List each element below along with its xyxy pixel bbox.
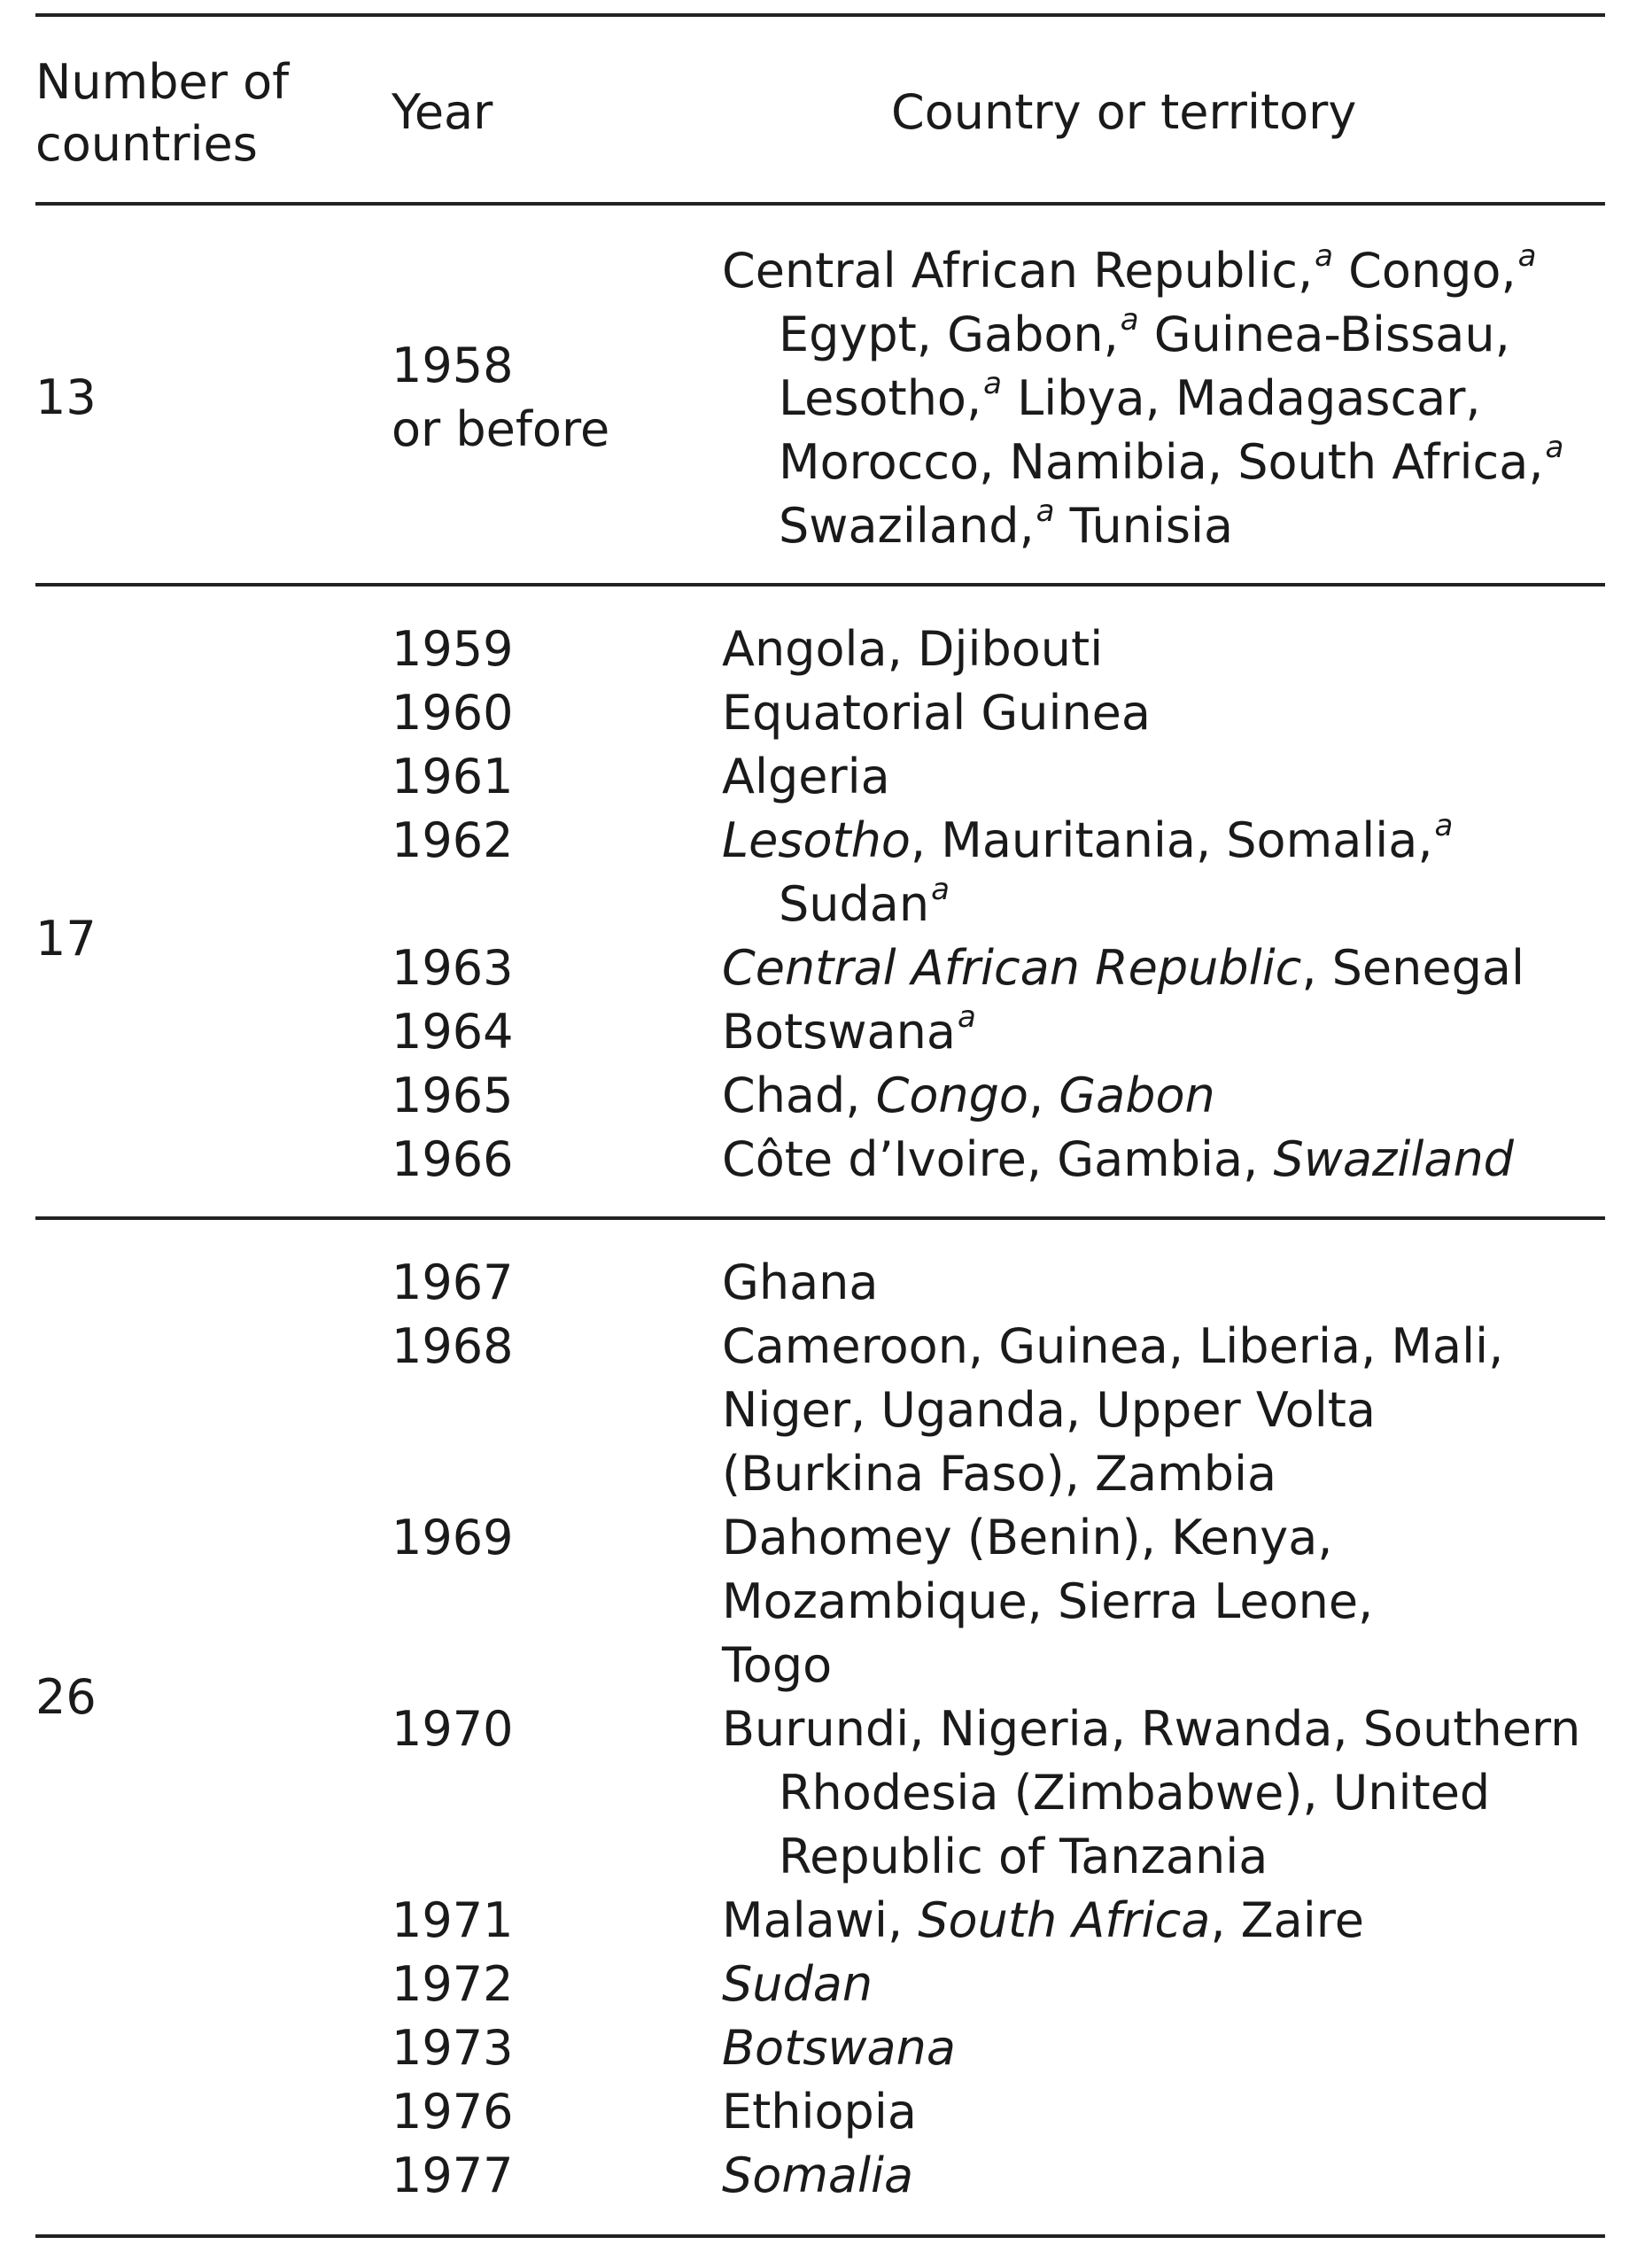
country-line — [722, 873, 1453, 936]
country-cell — [722, 1064, 1215, 1128]
country-line — [722, 745, 890, 809]
country-name-italic: Lesotho — [722, 812, 911, 868]
country-text: Libya, Madagascar, — [1001, 370, 1481, 426]
country-name-italic: Central African Republic — [722, 940, 1302, 996]
country-text: Ghana — [722, 1254, 879, 1310]
footnote-marker: a — [1434, 808, 1454, 843]
top-rule — [35, 13, 1605, 17]
country-line — [722, 431, 1563, 494]
year-cell: 1964 — [392, 1004, 514, 1060]
year-cell: 1970 — [392, 1701, 514, 1757]
country-text: Botswana — [722, 1004, 956, 1060]
year-cell: 1971 — [392, 1892, 514, 1948]
country-line — [722, 1251, 878, 1315]
year-cell: 1961 — [392, 749, 514, 804]
country-text: Central African Republic, — [722, 243, 1314, 299]
country-cell — [722, 936, 1524, 1000]
country-line — [722, 2144, 913, 2208]
country-text: Egypt, Gabon, — [779, 307, 1119, 362]
group-2-rule — [35, 1216, 1605, 1220]
country-cell — [722, 1953, 873, 2016]
country-line — [722, 1506, 1373, 1570]
country-line — [722, 1697, 1580, 1761]
country-cell — [722, 1128, 1514, 1192]
country-line — [722, 494, 1563, 558]
footnote-marker: a — [957, 999, 976, 1035]
country-text: , Senegal — [1301, 940, 1524, 996]
country-line — [722, 303, 1563, 367]
country-cell — [722, 1889, 1364, 1953]
country-line — [722, 1000, 976, 1064]
footnote-marker: a — [1545, 430, 1564, 465]
header-rule — [35, 202, 1605, 206]
country-line — [722, 2016, 956, 2080]
group-1-year — [392, 334, 609, 462]
year-cell: 1966 — [392, 1131, 514, 1187]
country-line — [722, 681, 1151, 745]
country-text: Morocco, Namibia, South Africa, — [779, 434, 1544, 490]
country-name-italic: Botswana — [722, 2020, 956, 2076]
bottom-rule — [35, 2234, 1605, 2238]
country-line — [722, 1570, 1373, 1634]
group-1-countries — [722, 239, 1563, 558]
year-cell: 1968 — [392, 1318, 514, 1374]
country-line — [722, 367, 1563, 431]
country-text: , Mauritania, Somalia, — [910, 812, 1433, 868]
country-text: Cameroon, Guinea, Liberia, Mali, — [722, 1318, 1504, 1374]
country-text: Sudan — [779, 876, 930, 932]
country-text: Malawi, — [722, 1892, 919, 1948]
country-name-italic: Somalia — [722, 2148, 914, 2203]
year-cell: 1973 — [392, 2020, 514, 2076]
country-text: Equatorial Guinea — [722, 685, 1151, 741]
country-cell — [722, 2080, 917, 2144]
header-count-line1: Number of — [35, 54, 290, 110]
country-name-italic: Gabon — [1059, 1068, 1215, 1123]
country-cell — [722, 1697, 1580, 1889]
country-line — [722, 239, 1563, 303]
country-text: Dahomey (Benin), Kenya, — [722, 1510, 1333, 1565]
country-text: Rhodesia (Zimbabwe), United — [779, 1765, 1491, 1821]
footnote-marker: a — [983, 366, 1002, 401]
country-line — [722, 1128, 1514, 1192]
year-cell: 1959 — [392, 621, 514, 677]
footnote-marker: a — [1036, 493, 1055, 529]
group-1-year-line: 1958 — [392, 338, 514, 393]
country-line — [722, 1064, 1215, 1128]
footnote-marker: a — [931, 872, 950, 907]
country-cell — [722, 2144, 913, 2208]
year-cell: 1963 — [392, 940, 514, 996]
country-cell — [722, 1506, 1373, 1697]
year-cell: 1976 — [392, 2084, 514, 2140]
country-text: Congo, — [1333, 243, 1517, 299]
country-text: , Zaire — [1210, 1892, 1364, 1948]
country-line — [722, 2080, 917, 2144]
country-text: Chad, — [722, 1068, 876, 1123]
country-line — [722, 617, 1103, 681]
country-text: Lesotho, — [779, 370, 982, 426]
group-2-count: 17 — [35, 911, 97, 967]
country-text: Swaziland, — [779, 498, 1035, 554]
country-text: Tunisia — [1054, 498, 1234, 554]
country-text: Niger, Uganda, Upper Volta — [722, 1382, 1376, 1438]
year-cell: 1965 — [392, 1068, 514, 1123]
country-line — [722, 809, 1453, 873]
country-cell — [722, 1315, 1503, 1506]
country-line — [722, 1953, 873, 2016]
country-line — [722, 1889, 1364, 1953]
country-line — [722, 1442, 1503, 1506]
country-text: , — [1028, 1068, 1059, 1123]
country-text: Mozambique, Sierra Leone, — [722, 1573, 1374, 1629]
year-cell: 1977 — [392, 2148, 514, 2203]
footnote-marker: a — [1315, 238, 1333, 274]
country-text: Côte d’Ivoire, Gambia, — [722, 1131, 1274, 1187]
country-line — [722, 1761, 1580, 1825]
header-number-of-countries — [35, 51, 289, 175]
country-name-italic: South Africa — [918, 1892, 1211, 1948]
country-line — [722, 1825, 1580, 1889]
country-text: Burundi, Nigeria, Rwanda, Southern — [722, 1701, 1581, 1757]
country-line — [722, 1379, 1503, 1442]
country-name-italic: Sudan — [722, 1956, 873, 2012]
country-cell — [722, 1000, 976, 1064]
group-1-year-line: or before — [392, 401, 610, 457]
country-name-italic: Swaziland — [1273, 1131, 1514, 1187]
group-1-count: 13 — [35, 369, 97, 425]
country-cell — [722, 745, 890, 809]
header-year: Year — [392, 84, 493, 140]
country-line — [722, 1315, 1503, 1379]
header-count-line2: countries — [35, 116, 258, 172]
year-cell: 1967 — [392, 1254, 514, 1310]
country-cell — [722, 1251, 878, 1315]
country-text: Ethiopia — [722, 2084, 917, 2140]
country-text: Angola, Djibouti — [722, 621, 1104, 677]
country-text: Republic of Tanzania — [779, 1829, 1268, 1884]
country-text: Algeria — [722, 749, 890, 804]
country-cell — [722, 2016, 956, 2080]
header-country-or-territory: Country or territory — [891, 84, 1357, 140]
country-cell — [722, 617, 1103, 681]
country-cell — [722, 809, 1453, 936]
year-cell: 1972 — [392, 1956, 514, 2012]
footnote-marker: a — [1517, 238, 1537, 274]
country-text: Togo — [722, 1637, 833, 1693]
country-text: (Burkina Faso), Zambia — [722, 1446, 1277, 1502]
group-3-count: 26 — [35, 1669, 97, 1725]
year-cell: 1960 — [392, 685, 514, 741]
country-name-italic: Congo — [875, 1068, 1028, 1123]
country-line — [722, 1634, 1373, 1697]
country-text: Guinea-Bissau, — [1138, 307, 1510, 362]
group-1-rule — [35, 583, 1605, 586]
footnote-marker: a — [1120, 302, 1139, 338]
year-cell: 1962 — [392, 812, 514, 868]
year-cell: 1969 — [392, 1510, 514, 1565]
country-cell — [722, 681, 1151, 745]
country-line — [722, 936, 1524, 1000]
